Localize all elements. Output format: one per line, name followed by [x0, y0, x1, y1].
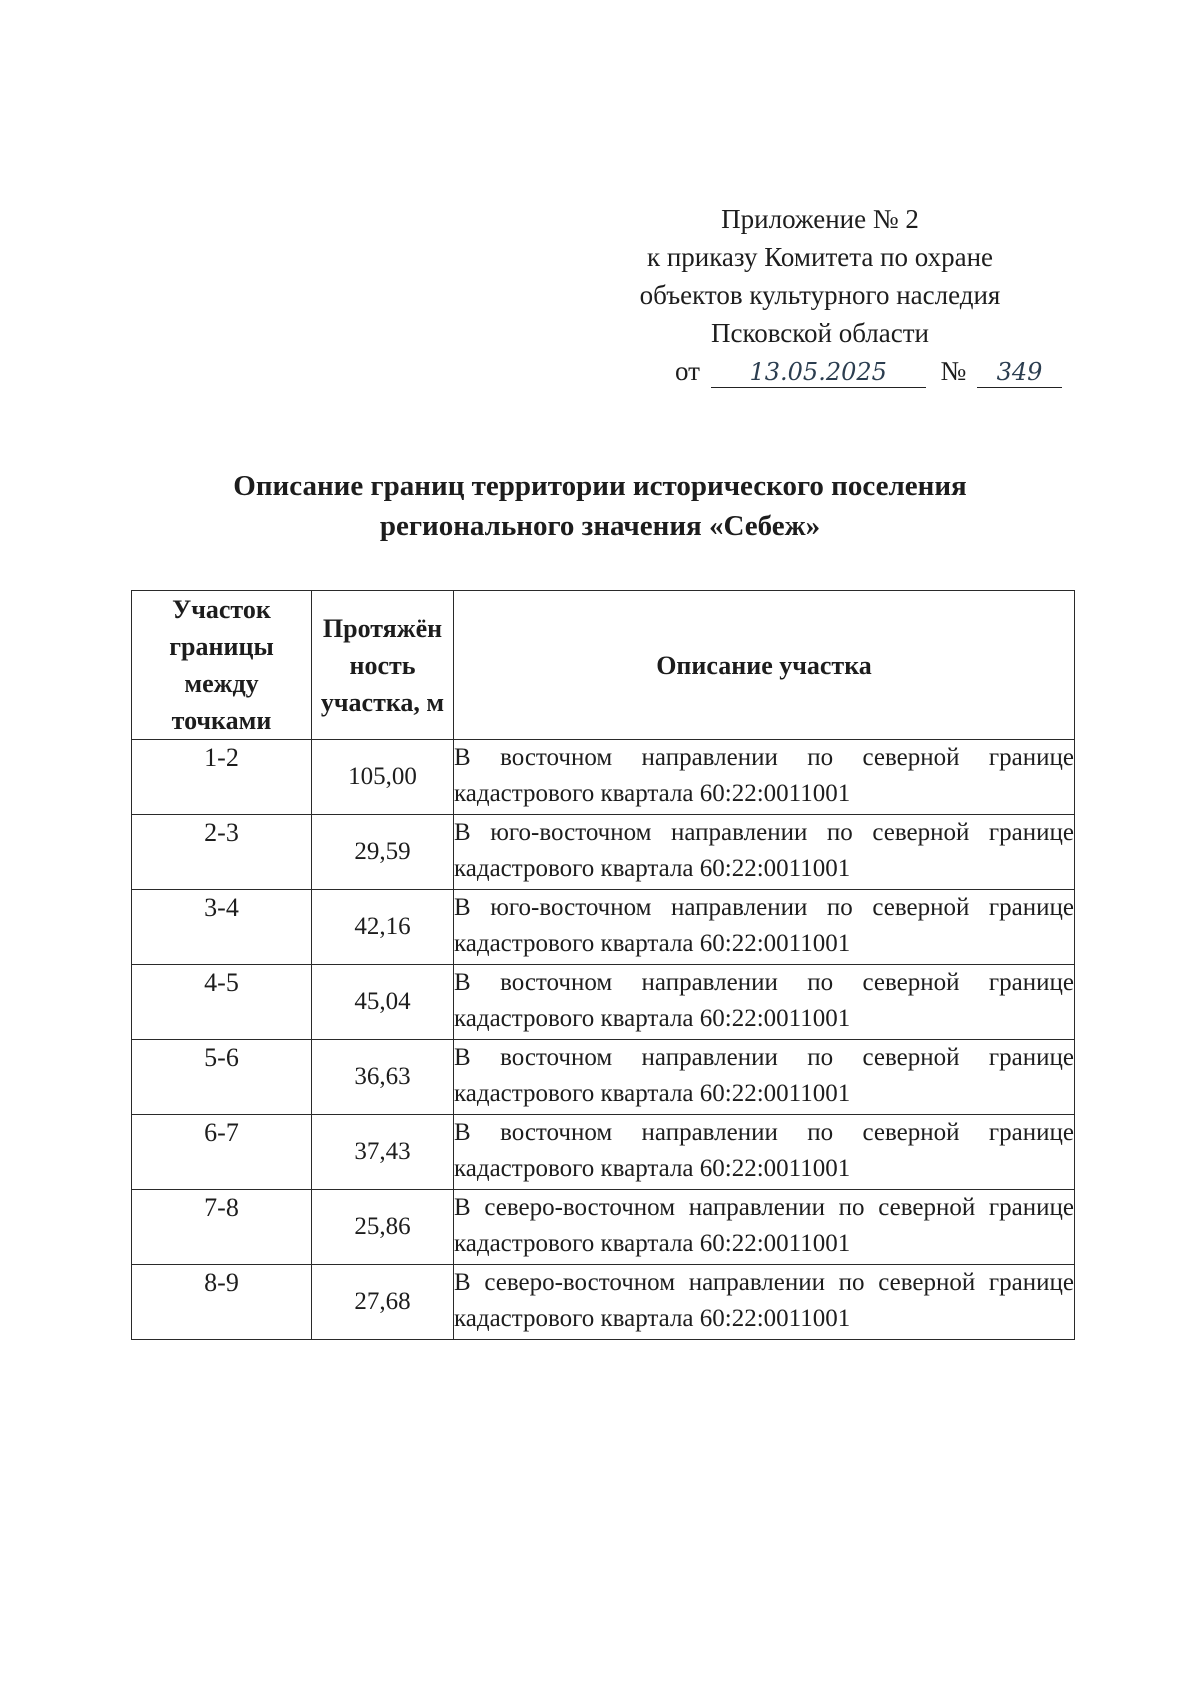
order-date-line	[675, 352, 1095, 390]
header-description: Описание участка	[454, 591, 1075, 740]
description-cell: В восточном направлении по северной границе кадастрового квартала 60:22:0011001	[454, 1115, 1075, 1190]
header-segment: Участок границы между точками	[132, 591, 312, 740]
length-cell: 27,68	[312, 1265, 454, 1340]
length-cell: 36,63	[312, 1040, 454, 1115]
table-header-row	[132, 591, 1075, 740]
length-cell: 45,04	[312, 965, 454, 1040]
segment-cell: 2-3	[132, 815, 312, 890]
table-row	[132, 890, 1075, 965]
from-label: от	[675, 356, 700, 386]
appendix-line-4: Псковской области	[710, 318, 929, 348]
segment-cell: 5-6	[132, 1040, 312, 1115]
segment-cell: 6-7	[132, 1115, 312, 1190]
description-cell: В северо-восточном направлении по северной границе кадастрового квартала 60:22:0011001	[454, 1265, 1075, 1340]
length-cell: 29,59	[312, 815, 454, 890]
document-title	[0, 466, 1200, 546]
table-row	[132, 1190, 1075, 1265]
title-line-1: Описание границ территории исторического поселения	[233, 470, 967, 502]
appendix-header	[610, 200, 1030, 352]
boundary-table	[131, 590, 1075, 1340]
description-cell: В юго-восточном направлении по северной границе кадастрового квартала 60:22:0011001	[454, 815, 1075, 890]
table-row	[132, 965, 1075, 1040]
segment-cell: 7-8	[132, 1190, 312, 1265]
table-row	[132, 1040, 1075, 1115]
handwritten-date: 13.05.2025	[711, 357, 926, 388]
appendix-line-2: к приказу Комитета по охране	[646, 242, 994, 272]
length-cell: 105,00	[312, 740, 454, 815]
table-row	[132, 740, 1075, 815]
title-line-2: регионального значения «Себеж»	[379, 510, 821, 542]
appendix-line-3: объектов культурного наследия	[639, 280, 1001, 310]
table-row	[132, 1115, 1075, 1190]
segment-cell: 1-2	[132, 740, 312, 815]
segment-cell: 3-4	[132, 890, 312, 965]
segment-cell: 4-5	[132, 965, 312, 1040]
description-cell: В восточном направлении по северной границе кадастрового квартала 60:22:0011001	[454, 740, 1075, 815]
number-label: №	[940, 356, 967, 386]
table-row	[132, 815, 1075, 890]
header-length: Протяжён ность участка, м	[312, 591, 454, 740]
description-cell: В восточном направлении по северной границе кадастрового квартала 60:22:0011001	[454, 965, 1075, 1040]
description-cell: В северо-восточном направлении по северной границе кадастрового квартала 60:22:0011001	[454, 1190, 1075, 1265]
segment-cell: 8-9	[132, 1265, 312, 1340]
length-cell: 42,16	[312, 890, 454, 965]
length-cell: 25,86	[312, 1190, 454, 1265]
description-cell: В юго-восточном направлении по северной границе кадастрового квартала 60:22:0011001	[454, 890, 1075, 965]
description-cell: В восточном направлении по северной границе кадастрового квартала 60:22:0011001	[454, 1040, 1075, 1115]
length-cell: 37,43	[312, 1115, 454, 1190]
handwritten-number: 349	[977, 357, 1062, 388]
table-row	[132, 1265, 1075, 1340]
appendix-line-1: Приложение № 2	[721, 204, 919, 234]
